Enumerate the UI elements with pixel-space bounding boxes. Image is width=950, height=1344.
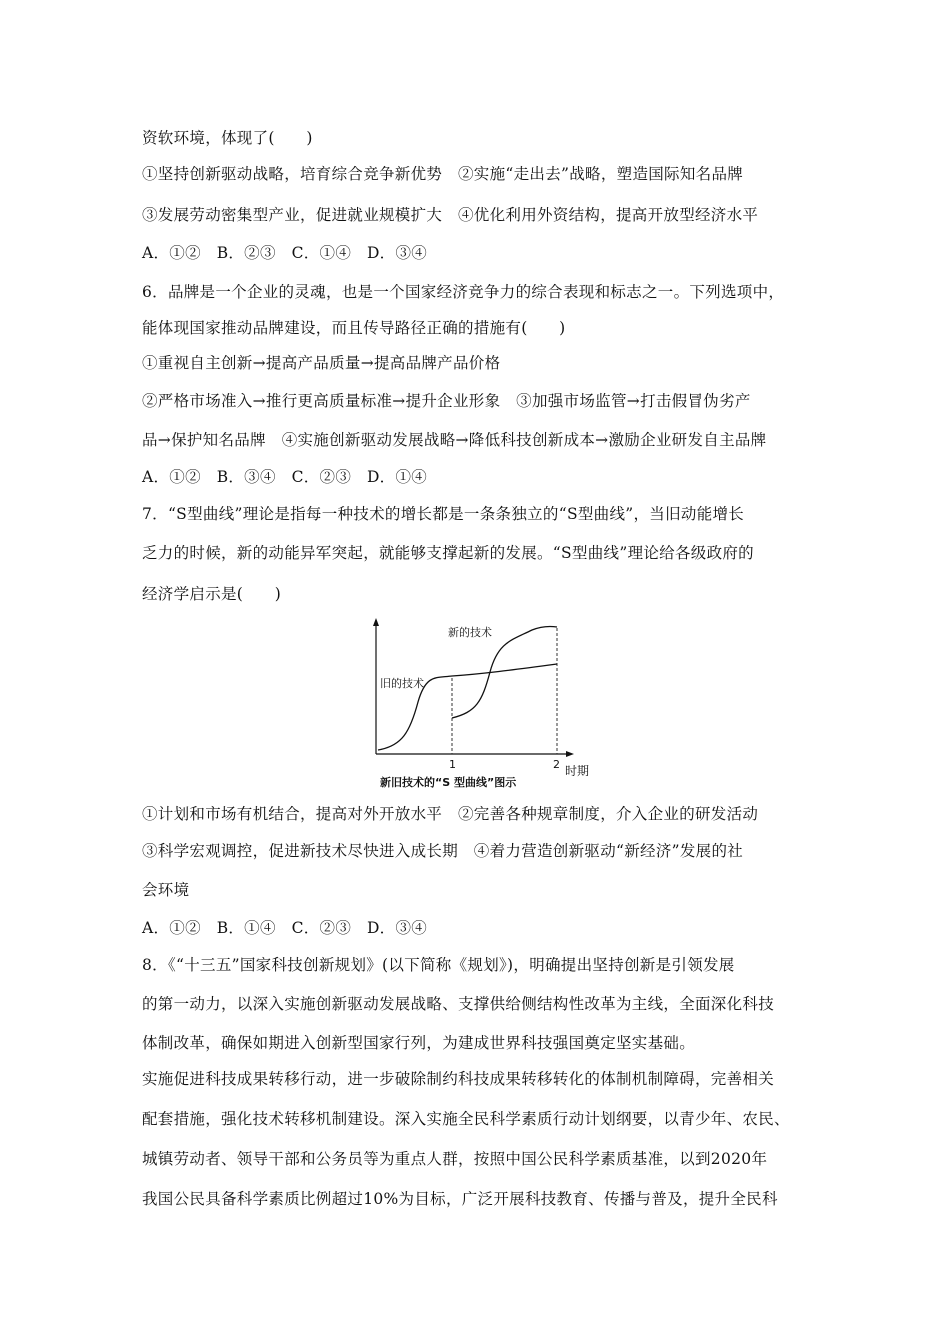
text-line-11: 7．“S型曲线”理论是指每一种技术的增长都是一条条独立的“S型曲线”，当旧动能增长 — [142, 505, 745, 523]
x-axis-arrow — [566, 751, 574, 757]
text-line-7: ①重视自主创新→提高产品质量→提高品牌产品价格 — [142, 354, 501, 372]
text-line-6: 能体现国家推动品牌建设，而且传导路径正确的措施有( ) — [142, 319, 566, 337]
text-line-21: 实施促进科技成果转移行动，进一步破除制约科技成果转移转化的体制机制障碍，完善相关 — [142, 1070, 775, 1088]
text-line-1: 资软环境，体现了( ) — [142, 129, 313, 147]
x-axis-label: 时期 — [565, 764, 590, 778]
text-line-19: 的第一动力，以深入实施创新驱动发展战略、支撑供给侧结构性改革为主线，全面深化科技 — [142, 995, 775, 1013]
text-line-5: 6．品牌是一个企业的灵魂，也是一个国家经济竞争力的综合表现和标志之一。下列选项中， — [142, 283, 785, 301]
text-line-12: 乏力的时候，新的动能异军突起，就能够支撑起新的发展。“S型曲线”理论给各级政府的 — [142, 544, 754, 562]
text-line-22: 配套措施，强化技术转移机制建设。深入实施全民科学素质行动计划纲要，以青少年、农民、 — [142, 1110, 790, 1128]
text-line-13: 经济学启示是( ) — [142, 585, 282, 603]
s-curve-figure — [362, 612, 602, 792]
text-line-3: ③发展劳动密集型产业，促进就业规模扩大 ④优化利用外资结构，提高开放型经济水平 — [142, 206, 759, 224]
new-technology-label: 新的技术 — [448, 626, 492, 639]
text-line-18: 8．《“十三五”国家科技创新规划》(以下简称《规划》)，明确提出坚持创新是引领发展 — [142, 956, 735, 974]
text-line-16: 会环境 — [142, 881, 190, 899]
text-line-9: 品→保护知名品牌 ④实施创新驱动发展战略→降低科技创新成本→激励企业研发自主品牌 — [142, 431, 767, 449]
text-line-24: 我国公民具备科学素质比例超过10%为目标，广泛开展科技教育、传播与普及，提升全民科 — [142, 1190, 778, 1208]
text-line-20: 体制改革，确保如期进入创新型国家行列，为建成世界科技强国奠定坚实基础。 — [142, 1034, 696, 1052]
y-axis-arrow — [373, 618, 379, 626]
text-line-8: ②严格市场准入→推行更高质量标准→提升企业形象 ③加强市场监管→打击假冒伪劣产 — [142, 392, 751, 410]
figure-caption: 新旧技术的“S 型曲线”图示 — [380, 776, 517, 789]
new-technology-curve — [452, 626, 557, 718]
text-line-17: A．①② B．①④ C．②③ D．③④ — [142, 919, 428, 937]
old-technology-label: 旧的技术 — [380, 677, 424, 690]
text-line-2: ①坚持创新驱动战略，培育综合竞争新优势 ②实施“走出去”战略，塑造国际知名品牌 — [142, 165, 744, 183]
text-line-10: A．①② B．③④ C．②③ D．①④ — [142, 468, 428, 486]
text-line-15: ③科学宏观调控，促进新技术尽快进入成长期 ④着力营造创新驱动“新经济”发展的社 — [142, 842, 744, 860]
tick-label-1: 1 — [449, 758, 456, 771]
text-line-23: 城镇劳动者、领导干部和公务员等为重点人群，按照中国公民科学素质基准，以到2020年 — [142, 1150, 768, 1168]
tick-label-2: 2 — [553, 758, 560, 771]
text-line-4: A．①② B．②③ C．①④ D．③④ — [142, 244, 428, 262]
text-line-14: ①计划和市场有机结合，提高对外开放水平 ②完善各种规章制度，介入企业的研发活动 — [142, 805, 759, 823]
